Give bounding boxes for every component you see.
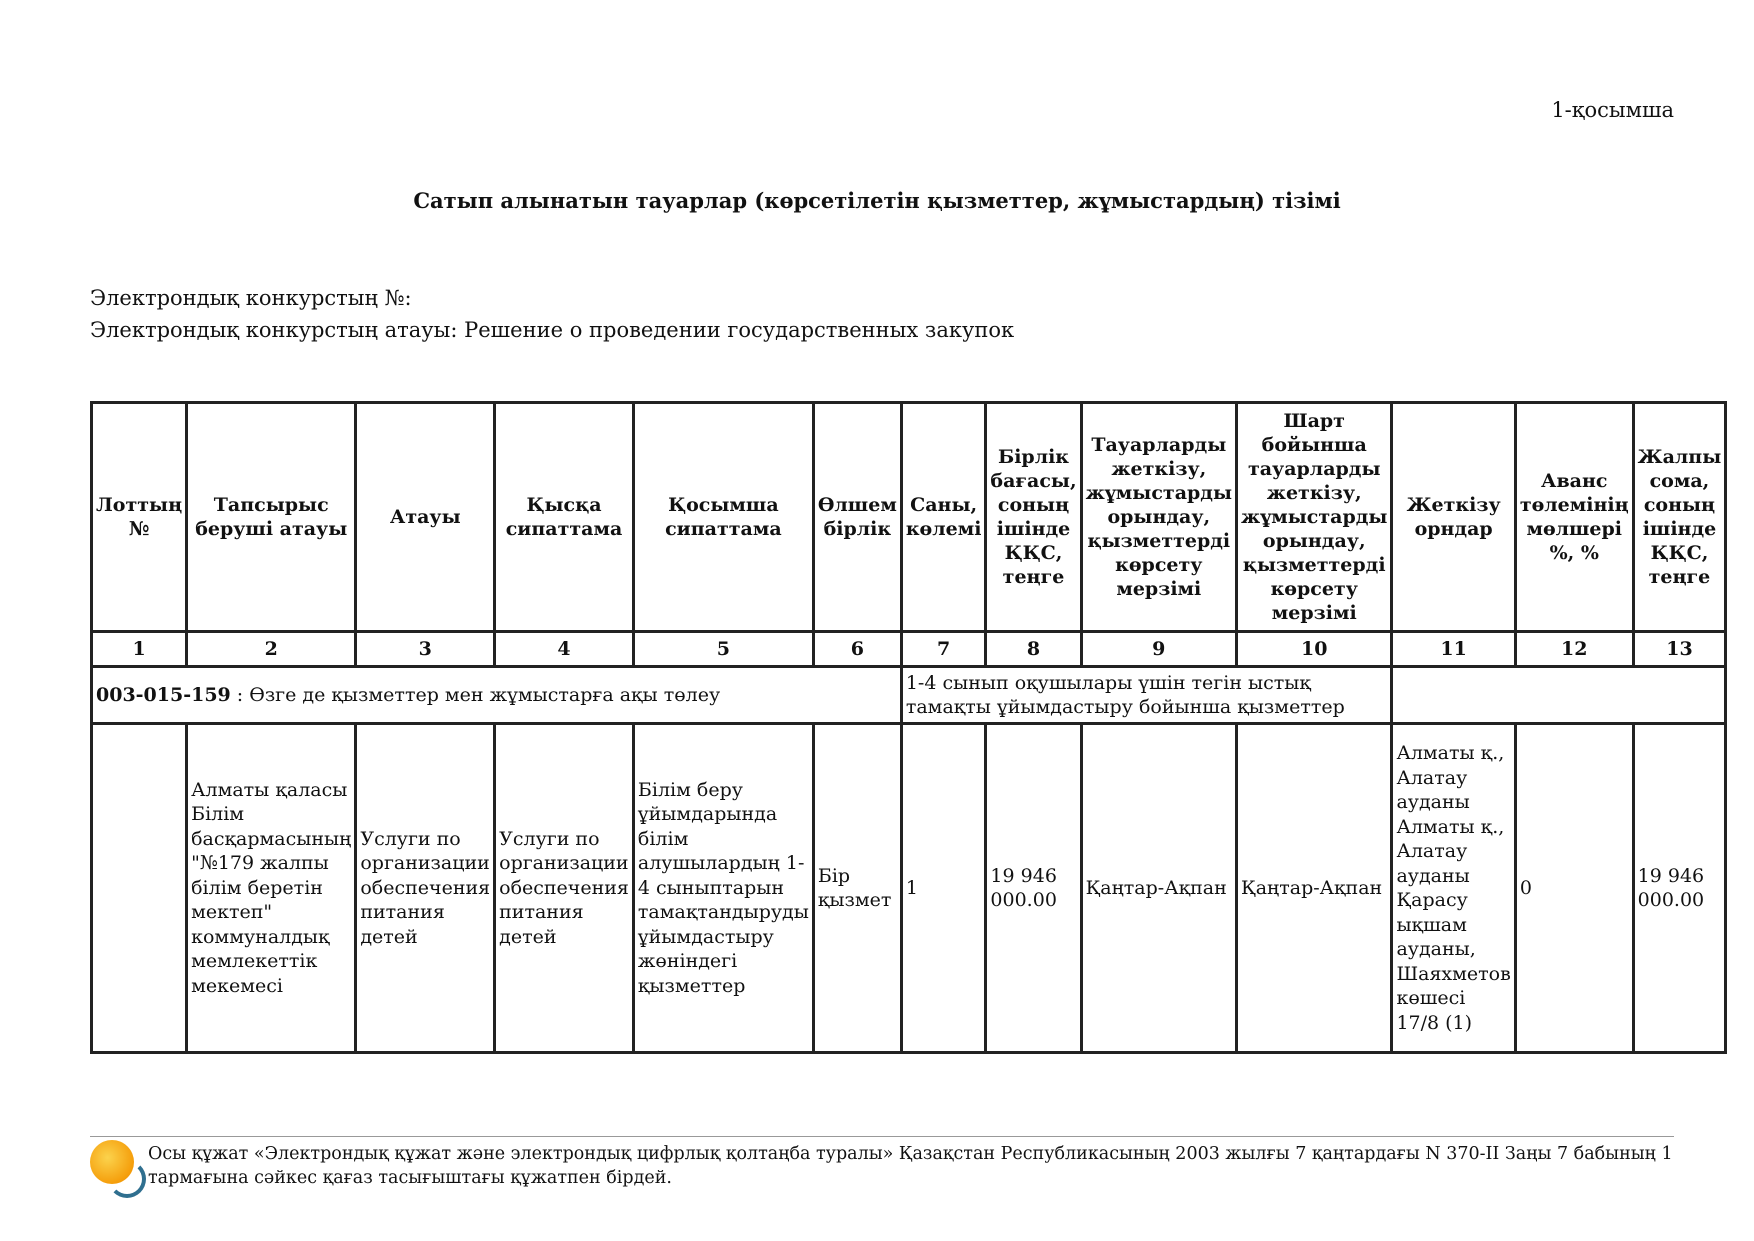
column-number: 2 <box>187 632 356 667</box>
short-description: Услуги по организации обеспечения питания детей <box>495 724 634 1053</box>
unit-price: 19 946 000.00 <box>986 724 1081 1053</box>
header-cell: Қысқа сипаттама <box>495 403 634 632</box>
annex-label: 1-қосымша <box>1551 98 1674 122</box>
column-number: 11 <box>1392 632 1515 667</box>
group-code: 003-015-159 <box>96 684 231 706</box>
table-row <box>92 724 1726 1053</box>
page-title: Сатып алынатын тауарлар (көрсетілетін қызметтер, жұмыстардың) тізімі <box>413 188 1341 213</box>
column-number: 6 <box>813 632 901 667</box>
footer-divider <box>90 1136 1674 1137</box>
contest-name: Электрондық конкурстың атауы: Решение о проведении государственных закупок <box>90 318 1015 342</box>
header-cell: Өлшем бірлік <box>813 403 901 632</box>
quantity: 1 <box>901 724 986 1053</box>
item-name: Услуги по организации обеспечения питания детей <box>356 724 495 1053</box>
header-cell: Жалпы сома, соның ішінде ҚҚС, теңге <box>1633 403 1726 632</box>
header-cell: Аванс төлемінің мөлшері %, % <box>1515 403 1633 632</box>
column-number: 10 <box>1237 632 1392 667</box>
group-row <box>92 667 1726 724</box>
column-number: 5 <box>633 632 813 667</box>
delivery-place: Алматы қ., Алатау ауданы Алматы қ., Алатау ауданы Қарасу ықшам ауданы, Шаяхметов көшесі 17/8 (1) <box>1392 724 1515 1053</box>
group-extra <box>1392 667 1726 724</box>
header-cell: Шарт бойынша тауарларды жеткізу, жұмыстарды орындау, қызметтерді көрсету мерзімі <box>1237 403 1392 632</box>
column-number: 1 <box>92 632 187 667</box>
column-number: 3 <box>356 632 495 667</box>
column-number: 4 <box>495 632 634 667</box>
extra-description: Білім беру ұйымдарында білім алушылардың 1-4 сыныптарын тамақтандыруды ұйымдастыру жөніндегі қызметтер <box>633 724 813 1053</box>
contest-meta <box>90 282 1014 346</box>
header-cell: Бірлік бағасы, соның ішінде ҚҚС, теңге <box>986 403 1081 632</box>
group-code-cell <box>92 667 902 724</box>
egov-sun-logo-icon <box>90 1140 138 1188</box>
header-cell: Саны, көлемі <box>901 403 986 632</box>
total-amount: 19 946 000.00 <box>1633 724 1726 1053</box>
unit: Бір қызмет <box>813 724 901 1053</box>
footer-legal-text: Осы құжат «Электрондық құжат және электрондық цифрлық қолтаңба туралы» Қазақстан Республикасының 2003 жылғы 7 қаңтардағы N 370-II Заңы 7 бабының 1 тармағына сәйкес қағаз тасығыштағы құжатпен бірдей. <box>148 1144 1673 1188</box>
header-cell: Лоттың № <box>92 403 187 632</box>
header-cell: Қосымша сипаттама <box>633 403 813 632</box>
group-description: 1-4 сынып оқушылары үшін тегін ыстық тамақты ұйымдастыру бойынша қызметтер <box>901 667 1392 724</box>
column-number: 12 <box>1515 632 1633 667</box>
header-cell: Тауарларды жеткізу, жұмыстарды орындау, қызметтерді көрсету мерзімі <box>1081 403 1236 632</box>
customer-name: Алматы қаласы Білім басқармасының "№179 жалпы білім беретін мектеп" коммуналдық мемлекеттік мекемесі <box>187 724 356 1053</box>
column-number: 9 <box>1081 632 1236 667</box>
header-cell: Атауы <box>356 403 495 632</box>
group-code-description: : Өзге де қызметтер мен жұмыстарға ақы төлеу <box>230 684 721 706</box>
advance-percent: 0 <box>1515 724 1633 1053</box>
header-row <box>92 403 1726 632</box>
column-number: 13 <box>1633 632 1726 667</box>
column-number: 7 <box>901 632 986 667</box>
lot-number <box>92 724 187 1053</box>
contract-term: Қаңтар-Ақпан <box>1237 724 1392 1053</box>
column-number: 8 <box>986 632 1081 667</box>
footer <box>90 1142 1674 1190</box>
contest-number: Электрондық конкурстың №: <box>90 286 412 310</box>
header-cell: Тапсырыс беруші атауы <box>187 403 356 632</box>
delivery-term: Қаңтар-Ақпан <box>1081 724 1236 1053</box>
header-cell: Жеткізу орндар <box>1392 403 1515 632</box>
procurement-table <box>90 401 1727 1054</box>
column-number-row <box>92 632 1726 667</box>
